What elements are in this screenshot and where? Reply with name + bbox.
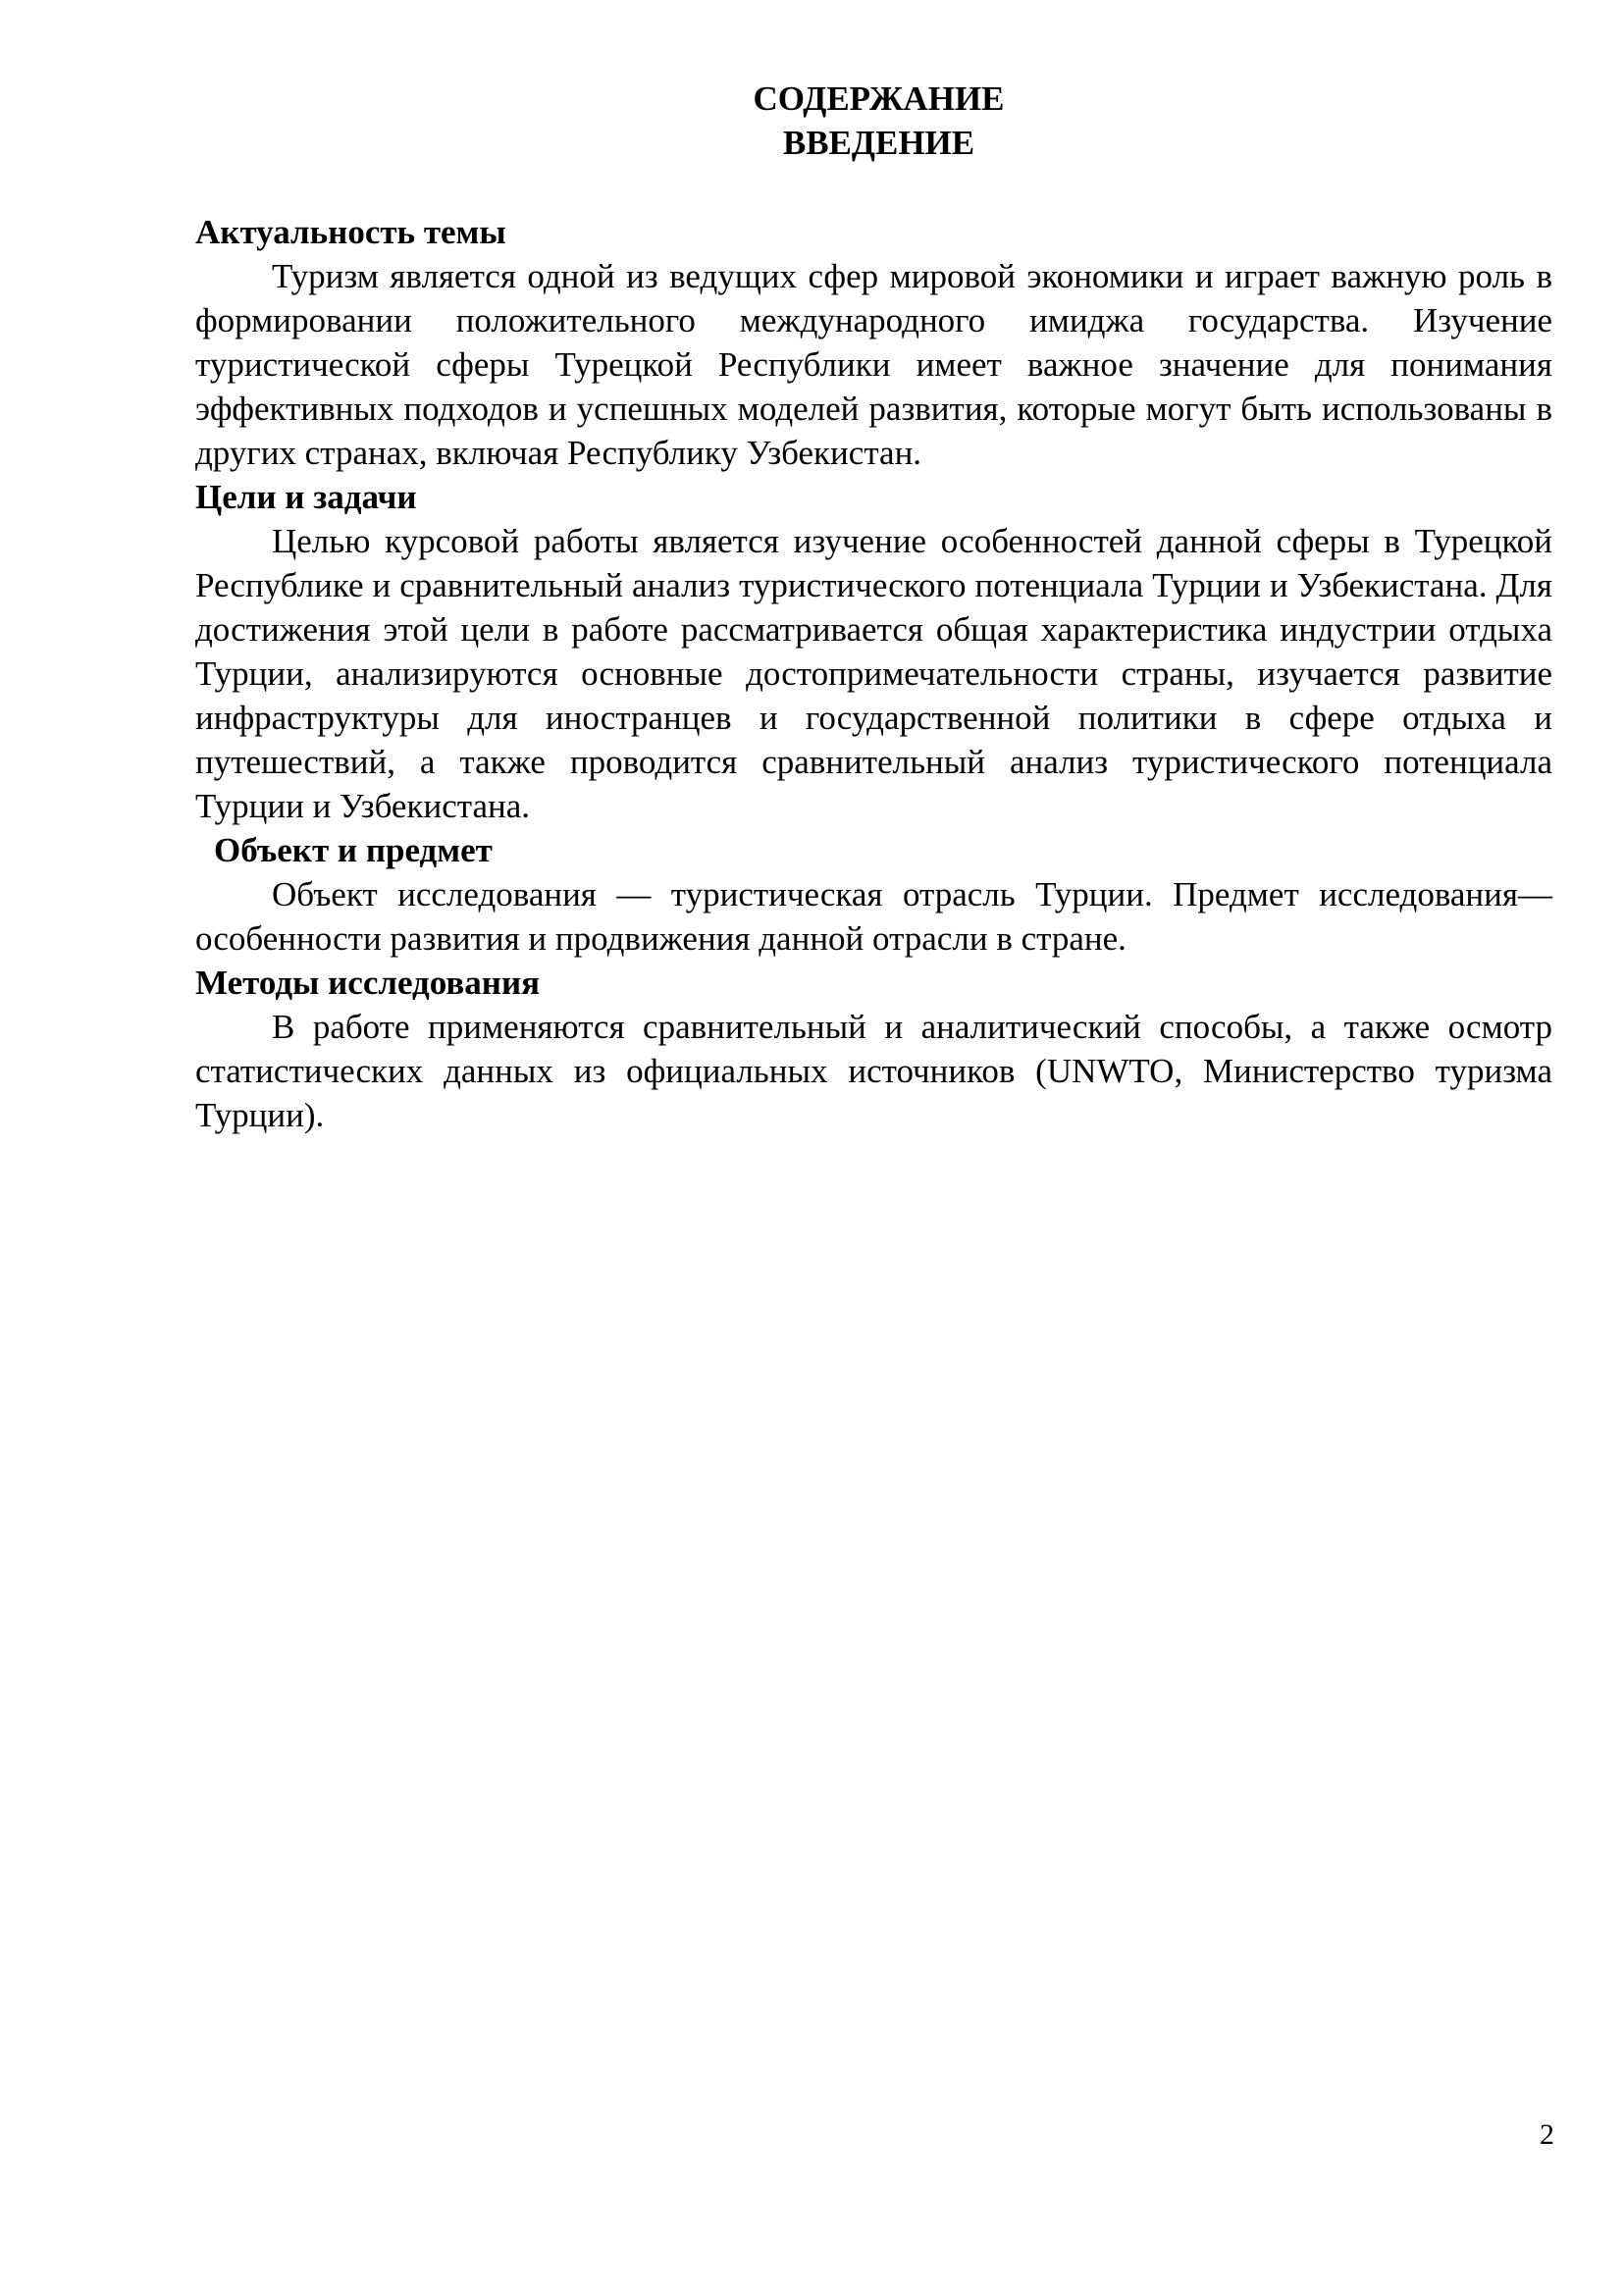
page-title: СОДЕРЖАНИЕ [753,79,1005,118]
page-number: 2 [1540,2118,1554,2151]
document-body [195,210,1552,1137]
heading-methods: Методы исследования [195,964,541,1002]
paragraph-goals: Целью курсовой работы является изучение особенностей данной сферы в Турецкой Республике и сравнительный анализ туристического потенциала Турции и Узбекистана. Для достижения этой цели в работе рассматривается общая характеристика индустрии отдыха Турции, анализируются основные достопримечательности страны, изучается развитие инфраструктуры для иностранцев и государственной политики в сфере отдыха и путешествий, а также проводится сравнительный анализ туристического потенциала Турции и Узбекистана. [195,522,1552,825]
heading-goals: Цели и задачи [195,478,417,516]
paragraph-methods: В работе применяются сравнительный и аналитический способы, а также осмотр статистических данных из официальных источников (UNWTO, Министерство туризма Турции). [195,1008,1552,1134]
section-title: ВВЕДЕНИЕ [782,124,975,162]
heading-object-subject: Объект и предмет [214,831,493,869]
paragraph-relevance: Туризм является одной из ведущих сфер мировой экономики и играет важную роль в формировании положительного международного имиджа государства. Изучение туристической сферы Турецкой Республики имеет важное значение для понимания эффективных подходов и успешных моделей развития, которые могут быть использованы в других странах, включая Республику Узбекистан. [195,257,1552,472]
heading-relevance: Актуальность темы [195,213,506,251]
paragraph-object-subject: Объект исследования — туристическая отрасль Турции. Предмет исследования— особенности развития и продвижения данной отрасли в стране. [195,875,1552,958]
